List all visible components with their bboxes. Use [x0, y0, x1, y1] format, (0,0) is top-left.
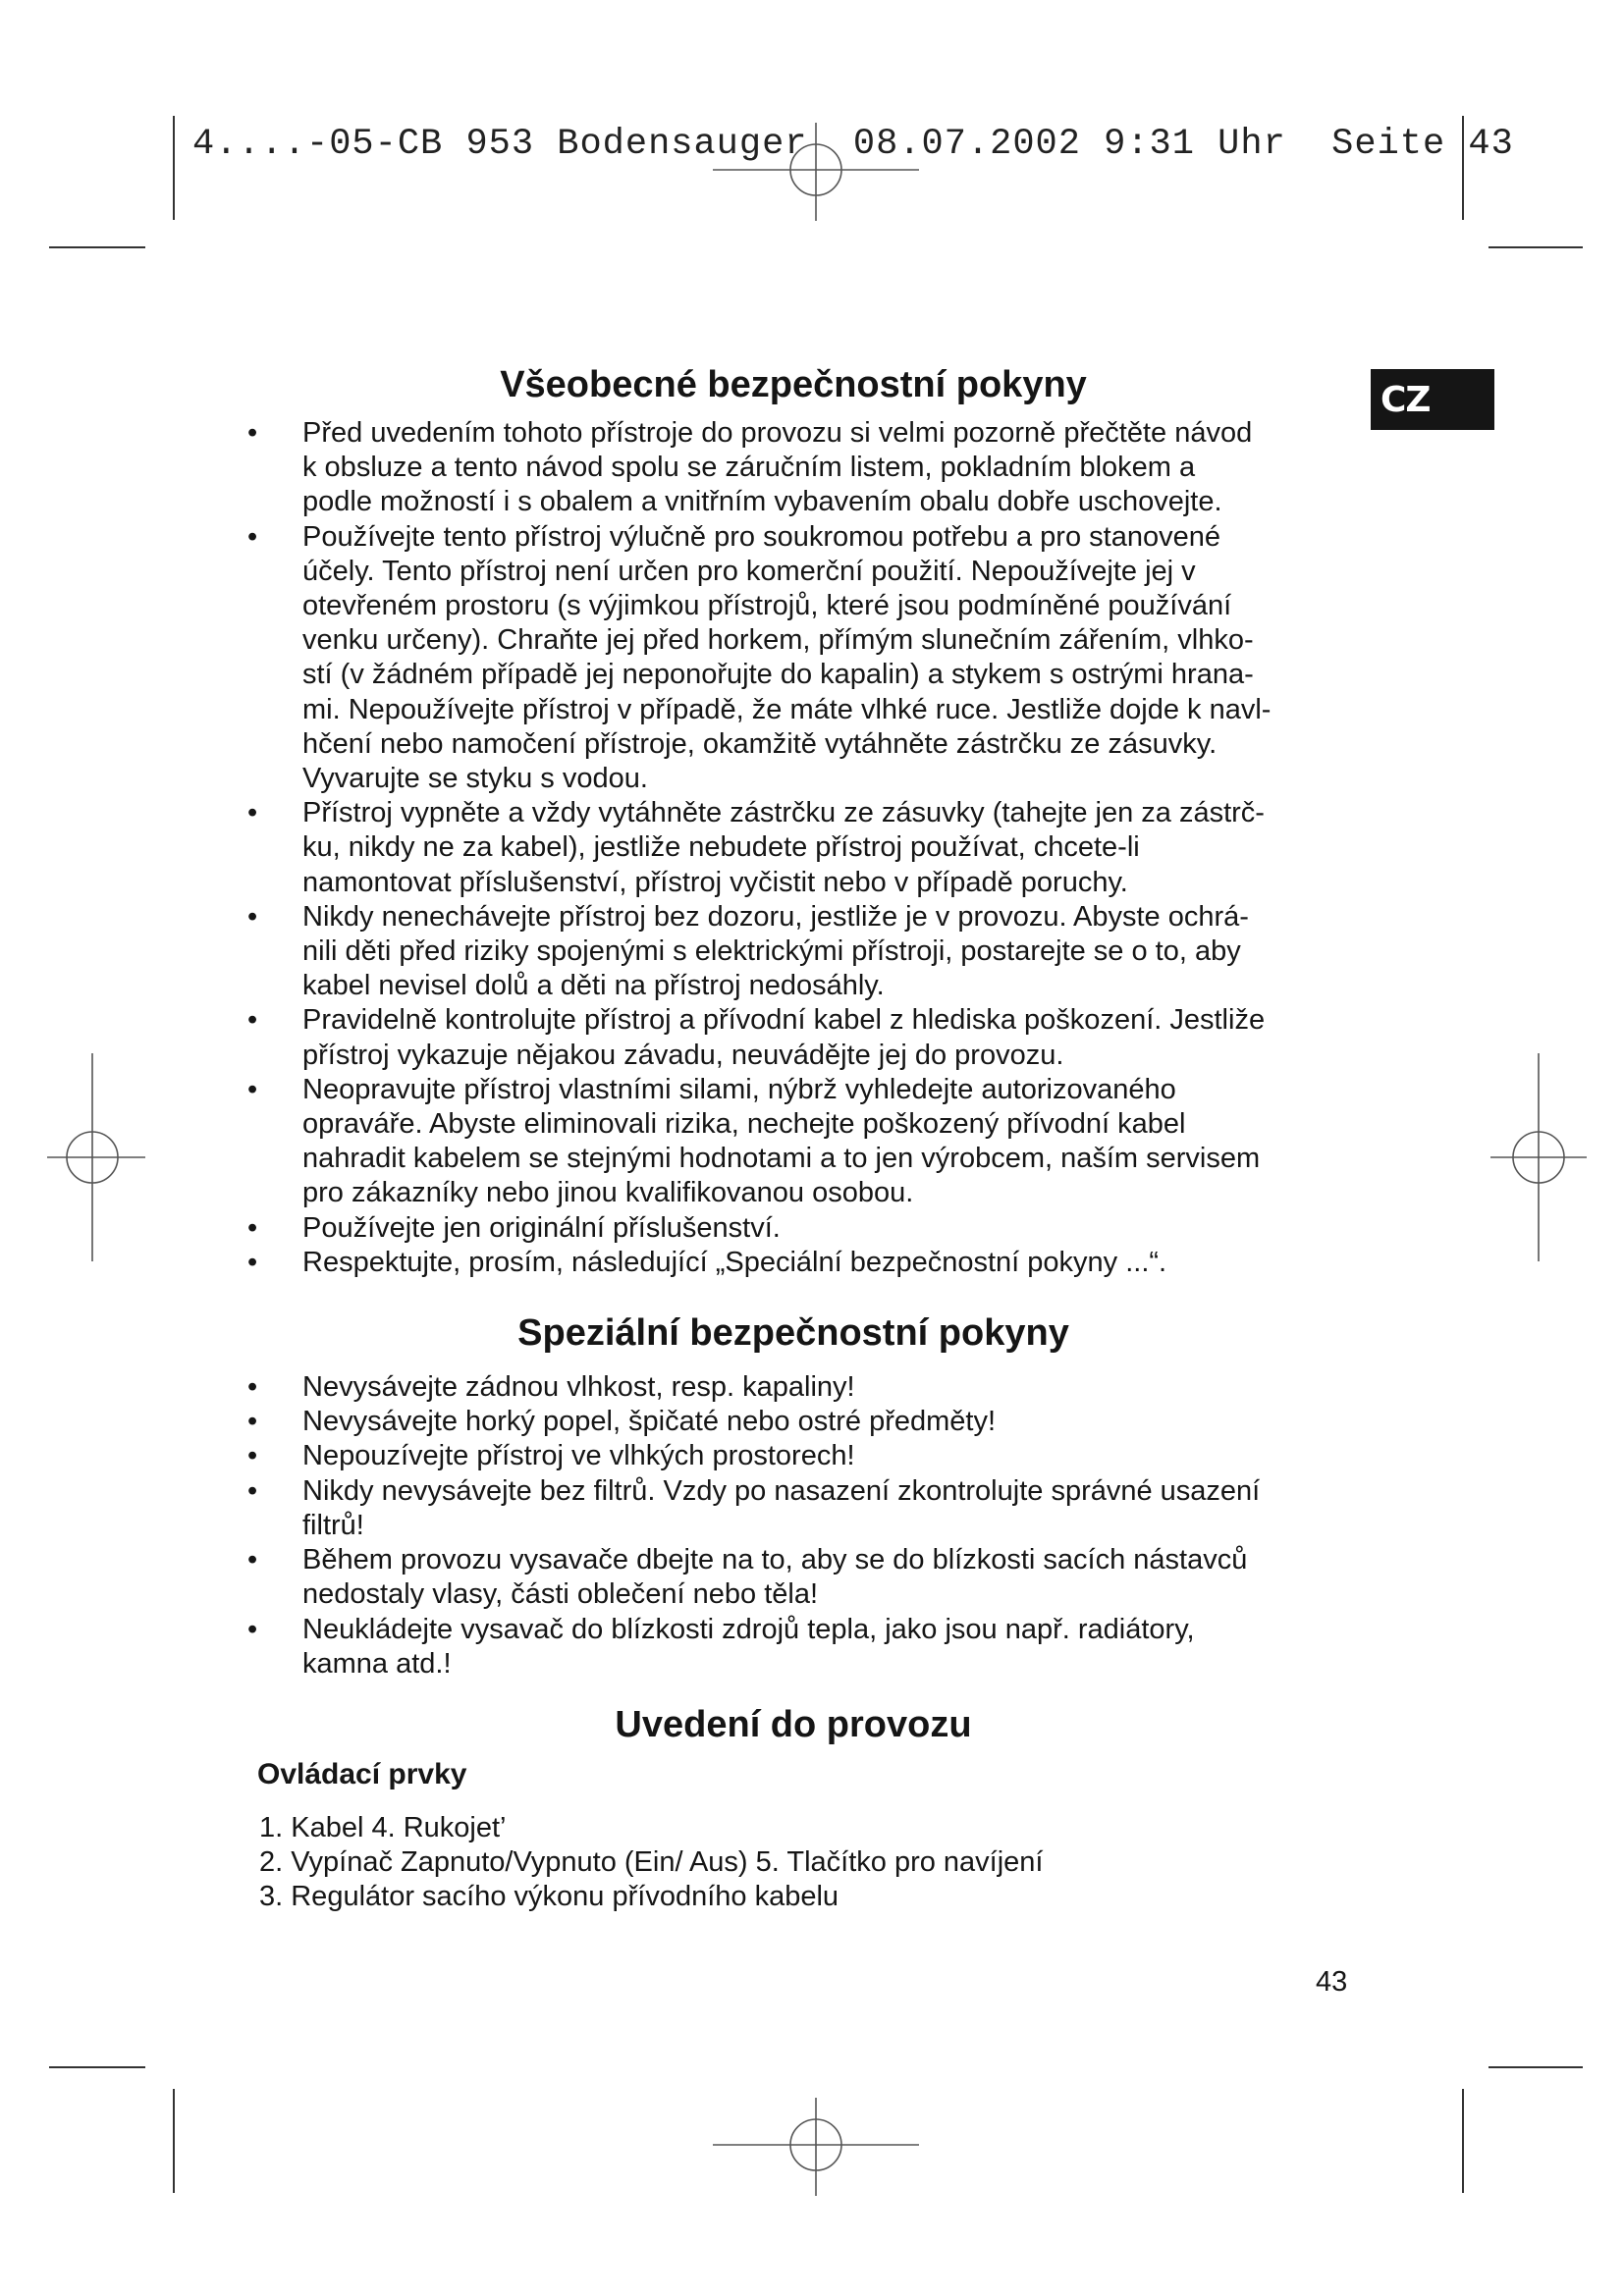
list-item-line: kamna atd.! [302, 1647, 452, 1680]
list-item-line: mi. Nepoužívejte přístroj v případě, že máte vlhké ruce. Jestliže dojde k navl- [302, 693, 1272, 725]
list-item-line: opraváře. Abyste eliminovali rizika, nechejte poškozený přívodní kabel [302, 1108, 1186, 1141]
startup-heading: Uvedení do provozu [615, 1703, 972, 1745]
registration-mark-right [1490, 1053, 1587, 1261]
list-item-line: Respektujte, prosím, následující „Speciální bezpečnostní pokyny ...“. [302, 1246, 1167, 1278]
bullet-icon: • [247, 1246, 258, 1278]
list-item-line: pro zákazníky nebo jinou kvalifikovanou osobou. [302, 1177, 914, 1209]
list-item-line: hčení nebo namočení přístroje, okamžitě vytáhněte zástrčku ze zásuvky. [302, 727, 1218, 760]
bullet-icon: • [247, 1371, 258, 1404]
list-item [244, 900, 1343, 1004]
list-item-line: Neopravujte přístroj vlastními silami, nýbrž vyhledejte autorizovaného [302, 1073, 1176, 1105]
print-slug: 4....-05-CB 953 Bodensauger 08.07.2002 9:31 Uhr Seite 43 [192, 124, 1514, 165]
list-item-line: ku, nikdy ne za kabel), jestliže nebudete přístroj používat, chcete-li [302, 831, 1140, 864]
controls-list-item: 3. Regulátor sacího výkonu přívodního kabelu [259, 1881, 839, 1913]
bullet-icon: • [247, 1406, 258, 1438]
list-item-line: nedostaly vlasy, části oblečení nebo těla! [302, 1578, 819, 1611]
bullet-icon: • [247, 1004, 258, 1037]
list-item [244, 1370, 1343, 1405]
list-item [244, 1073, 1343, 1211]
controls-subheading: Ovládací prvky [257, 1757, 467, 1790]
bullet-icon: • [247, 1613, 258, 1645]
controls-list [244, 1811, 1343, 1915]
list-item-line: podle možností i s obalem a vnitřním vybavením obalu dobře uschovejte. [302, 486, 1222, 518]
list-item-line: Nepouzívejte přístroj ve vlhkých prostorech! [302, 1440, 855, 1472]
special-safety-heading: Speziální bezpečnostní pokyny [517, 1312, 1069, 1355]
bullet-icon: • [247, 417, 258, 449]
list-item-line: přístroj vykazuje nějakou závadu, neuvádějte jej do provozu. [302, 1039, 1064, 1071]
list-item-line: Pravidelně kontrolujte přístroj a přívodní kabel z hlediska poškození. Jestliže [302, 1004, 1266, 1037]
list-item-line: filtrů! [302, 1509, 364, 1541]
list-item-line: stí (v žádném případě jej neponořujte do kapalin) a stykem s ostrými hrana- [302, 659, 1254, 691]
list-item-line: k obsluze a tento návod spolu se záručním listem, pokladním blokem a [302, 452, 1196, 484]
list-item-line: Používejte jen originální příslušenství. [302, 1211, 781, 1244]
list-item-line: namontovat příslušenství, přístroj vyčistit nebo v případě poruchy. [302, 866, 1128, 898]
page-content [244, 361, 1343, 1915]
bullet-icon: • [247, 900, 258, 933]
list-item [244, 1211, 1343, 1246]
list-item-line: účely. Tento přístroj není určen pro komerční použití. Nepoužívejte jej v [302, 555, 1196, 587]
page-number: 43 [1316, 1966, 1348, 1998]
list-item [244, 1246, 1343, 1280]
list-item-line: kabel nevisel dolů a děti na přístroj nedosáhly. [302, 970, 885, 1002]
list-item-line: Nikdy nenechávejte přístroj bez dozoru, jestliže je v provozu. Abyste ochrá- [302, 900, 1249, 933]
controls-list-item: 2. Vypínač Zapnuto/Vypnuto (Ein/ Aus) 5. Tlačítko pro navíjení [259, 1846, 1044, 1879]
list-item [244, 520, 1343, 797]
controls-list-item: 1. Kabel 4. Rukojet’ [259, 1811, 507, 1843]
list-item-line: Nevysávejte horký popel, špičaté nebo ostré předměty! [302, 1406, 997, 1438]
list-item [244, 1474, 1343, 1543]
registration-mark-left [47, 1053, 145, 1261]
list-item [244, 796, 1343, 900]
list-item [244, 1543, 1343, 1612]
bullet-icon: • [247, 1474, 258, 1507]
list-item [244, 1439, 1343, 1473]
list-item-line: otevřeném prostoru (s výjimkou přístrojů, které jsou podmíněné používání [302, 590, 1232, 622]
registration-mark-bottom [713, 2098, 919, 2196]
list-item-line: Neukládejte vysavač do blízkosti zdrojů tepla, jako jsou např. radiátory, [302, 1613, 1195, 1645]
list-item [244, 416, 1343, 520]
list-item-line: Používejte tento přístroj výlučně pro soukromou potřebu a pro stanovené [302, 520, 1220, 553]
list-item [244, 1405, 1343, 1439]
bullet-icon: • [247, 797, 258, 829]
list-item [244, 1613, 1343, 1682]
list-item-line: Vyvarujte se styku s vodou. [302, 763, 648, 795]
list-item [244, 1003, 1343, 1072]
list-item-line: venku určeny). Chraňte jej před horkem, přímým slunečním zářením, vlhko- [302, 624, 1254, 657]
list-item-line: nili děti před riziky spojenými s elektrickými přístroji, postarejte se o to, aby [302, 935, 1241, 968]
list-item-line: Přístroj vypněte a vždy vytáhněte zástrčku ze zásuvky (tahejte jen za zástrč- [302, 797, 1265, 829]
list-item-line: Během provozu vysavače dbejte na to, aby se do blízkosti sacích nástavců [302, 1544, 1248, 1576]
general-safety-list [244, 416, 1343, 1280]
bullet-icon: • [247, 1544, 258, 1576]
general-safety-heading: Všeobecné bezpečnostní pokyny [500, 364, 1087, 405]
bullet-icon: • [247, 1211, 258, 1244]
special-safety-list [244, 1370, 1343, 1682]
bullet-icon: • [247, 520, 258, 553]
list-item-line: Nikdy nevysávejte bez filtrů. Vzdy po nasazení zkontrolujte správné usazení [302, 1474, 1261, 1507]
list-item-line: nahradit kabelem se stejnými hodnotami a to jen výrobcem, naším servisem [302, 1143, 1261, 1175]
bullet-icon: • [247, 1073, 258, 1105]
language-tab: CZ [1371, 369, 1494, 430]
list-item-line: Před uvedením tohoto přístroje do provozu si velmi pozorně přečtěte návod [302, 417, 1253, 449]
bullet-icon: • [247, 1440, 258, 1472]
list-item-line: Nevysávejte zádnou vlhkost, resp. kapaliny! [302, 1371, 855, 1404]
